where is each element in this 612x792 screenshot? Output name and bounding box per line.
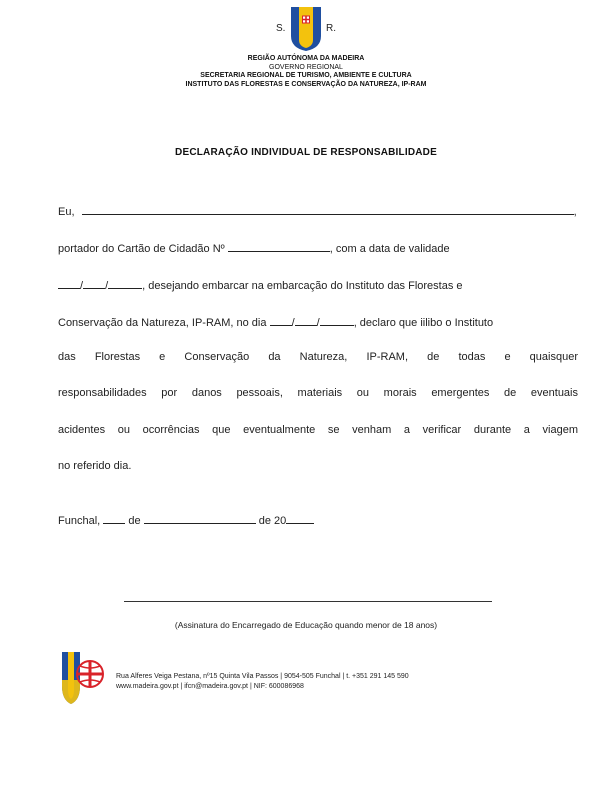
validity-year-field[interactable] [108,277,142,289]
de-20-label: de 20 [258,515,287,527]
crest-letter-r: R. [326,23,336,34]
citizen-card-number-field[interactable] [228,240,330,252]
footer-web-email-nif: www.madeira.gov.pt | ifcn@madeira.gov.pt | NIF: 600086968 [116,683,304,690]
line-place-date [58,512,578,527]
ifcn-logo [60,650,108,711]
slash: / [316,317,320,329]
line-trip-date [58,314,578,329]
trip-day-field[interactable] [270,314,292,326]
line-name [58,203,578,218]
slash: / [80,280,84,292]
signing-month-field[interactable] [144,512,256,524]
comma: , [573,206,577,218]
trip-date-label: Conservação da Natureza, IP-RAM, no dia [58,317,267,329]
footer-address: Rua Alferes Veiga Pestana, nº15 Quinta Vila Passos | 9054-505 Funchal | t. +351 291 145 590 [116,673,409,680]
crest-letter-s: S. [276,23,286,34]
slash: / [291,317,295,329]
validity-label: , com a data de validade [329,243,450,255]
funchal-label: Funchal, [58,515,101,527]
header-institute: INSTITUTO DAS FLORESTAS E CONSERVAÇÃO DA NATUREZA, IP-RAM [185,80,427,88]
de-label: de [128,515,141,527]
declaration-line-5: das Florestas e Conservação da Natureza, IP-RAM, de todas e quaisquer [58,351,578,363]
signature-caption: (Assinatura do Encarregado de Educação quando menor de 18 anos) [174,620,438,630]
validity-day-field[interactable] [58,277,80,289]
letterhead [0,55,612,89]
trip-year-field[interactable] [320,314,354,326]
embark-text: , desejando embarcar na embarcação do Instituto das Florestas e [142,280,463,292]
header-secretariat: SECRETARIA REGIONAL DE TURISMO, AMBIENTE E CULTURA [200,72,412,79]
ifcn-emblem-icon [60,650,108,706]
regional-crest [272,6,340,60]
madeira-shield-icon [290,6,322,52]
declaration-line-8: no referido dia. [58,460,132,472]
declaration-text: , declaro que iilibo o Instituto [353,317,494,329]
line-citizen-card [58,240,578,255]
trip-month-field[interactable] [295,314,317,326]
eu-label: Eu, [58,206,75,218]
validity-month-field[interactable] [83,277,105,289]
signature-line[interactable] [124,601,492,602]
slash: / [105,280,109,292]
document-title: DECLARAÇÃO INDIVIDUAL DE RESPONSABILIDADE [175,147,437,158]
citizen-card-label: portador do Cartão de Cidadão Nº [58,243,225,255]
line-validity-date [58,277,578,292]
header-region: REGIÃO AUTÓNOMA DA MADEIRA [247,55,365,62]
name-field[interactable] [82,203,574,215]
header-government: GOVERNO REGIONAL [269,63,343,71]
signing-day-field[interactable] [103,512,125,524]
footer-contacts [116,672,409,692]
declaration-line-7: acidentes ou ocorrências que eventualmente se venham a verificar durante a viagem [58,424,578,436]
declaration-line-6: responsabilidades por danos pessoais, materiais ou morais emergentes de eventuais [58,387,578,399]
signing-year-field[interactable] [286,512,314,524]
